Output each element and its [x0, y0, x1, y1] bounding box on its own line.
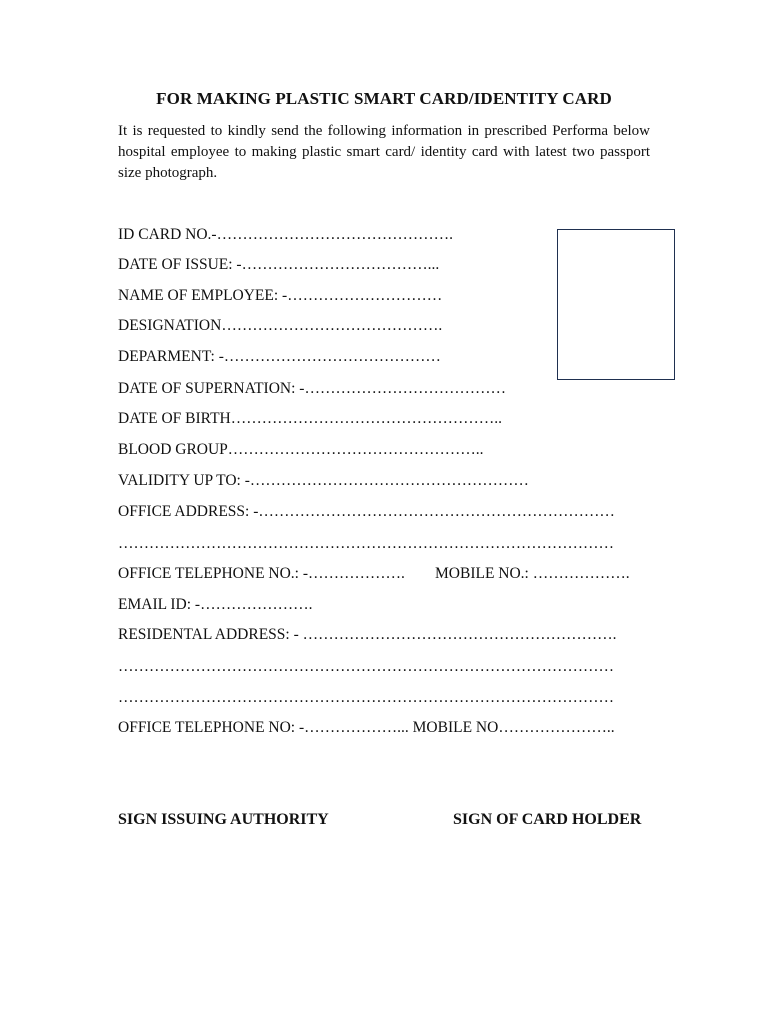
date-of-birth-field: DATE OF BIRTH……………………………………………..	[118, 410, 502, 427]
date-of-supernation-field: DATE OF SUPERNATION: -…………………………………	[118, 380, 506, 397]
intro-paragraph: It is requested to kindly send the following information in prescribed Performa below hospital employee to making plastic smart card/ identity card with latest two passport size photograph.	[118, 123, 650, 181]
department-field: DEPARMENT: -……………………………………	[118, 348, 441, 365]
name-of-employee-field: NAME OF EMPLOYEE: -…………………………	[118, 287, 443, 304]
residential-address-continuation-2: ……………………………………………………………………………………	[118, 689, 614, 706]
designation-field: DESIGNATION…………………………………….	[118, 317, 443, 334]
office-telephone-mobile-field: OFFICE TELEPHONE NO: -………………... MOBILE NO…………………..	[118, 719, 615, 736]
sign-issuing-authority: SIGN ISSUING AUTHORITY	[118, 811, 329, 828]
blood-group-field: BLOOD GROUP…………………………………………..	[118, 441, 484, 458]
residential-address-field: RESIDENTAL ADDRESS: - …………………………………………………….	[118, 626, 617, 643]
residential-address-continuation-1: ……………………………………………………………………………………	[118, 658, 614, 675]
email-id-field: EMAIL ID: -………………….	[118, 596, 313, 613]
form-title: FOR MAKING PLASTIC SMART CARD/IDENTITY CARD	[156, 89, 612, 108]
date-of-issue-field: DATE OF ISSUE: -………………………………...	[118, 256, 440, 273]
office-telephone-field: OFFICE TELEPHONE NO.: -……………….	[118, 565, 405, 582]
office-address-field: OFFICE ADDRESS: -……………………………………………………………	[118, 503, 615, 520]
mobile-no-field: MOBILE NO.: ……………….	[435, 565, 630, 582]
sign-card-holder: SIGN OF CARD HOLDER	[453, 811, 642, 828]
validity-field: VALIDITY UP TO: -………………………………………………	[118, 472, 529, 489]
photo-placeholder	[557, 229, 675, 380]
office-address-continuation: ……………………………………………………………………………………	[118, 535, 614, 552]
id-card-no-field: ID CARD NO.-……………………………………….	[118, 226, 453, 243]
